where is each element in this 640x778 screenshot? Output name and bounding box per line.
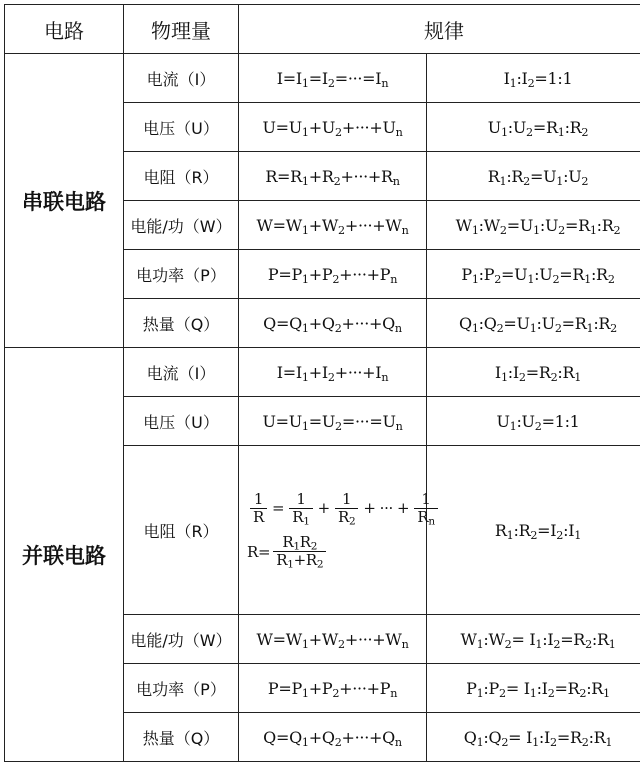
rule-cell: $Q_1:Q_2=$ $I_1:I_2=R_2:R_1$ bbox=[427, 713, 640, 762]
rule-cell: $Q_1:Q_2=U_1:U_2=R_1:R_2$ bbox=[427, 299, 640, 348]
fraction: $\frac{1}{R}$ bbox=[250, 491, 267, 527]
quantity-cell: 热量（Q） bbox=[124, 299, 239, 348]
formula-cell: $Q=Q_1+Q_2+\cdot\cdot\cdot+Q_n$ bbox=[239, 299, 427, 348]
formula-cell: $P=P_1+P_2+\cdot\cdot\cdot+P_n$ bbox=[239, 250, 427, 299]
rule-cell: $U_1:U_2=R_1:R_2$ bbox=[427, 103, 640, 152]
formula-cell: $W=W_1+W_2+\cdot\cdot\cdot+W_n$ bbox=[239, 201, 427, 250]
formula-cell: $I=I_1+I_2+\cdot\cdot\cdot+I_n$ bbox=[239, 348, 427, 397]
rule-cell: $I_1:I_2=R_2:R_1$ bbox=[427, 348, 640, 397]
formula-cell: $W=W_1+W_2+\cdot\cdot\cdot+W_n$ bbox=[239, 615, 427, 664]
quantity-cell: 电流（I） bbox=[124, 348, 239, 397]
formula-cell: $U=U_1=U_2=\cdot\cdot\cdot=U_n$ bbox=[239, 397, 427, 446]
formula-cell: $U=U_1+U_2+\cdot\cdot\cdot+U_n$ bbox=[239, 103, 427, 152]
quantity-cell: 电压（U） bbox=[124, 397, 239, 446]
fraction: $\frac{1}{R_n}$ bbox=[414, 491, 437, 527]
header-circuit: 电路 bbox=[5, 5, 124, 54]
rule-cell: $P_1:P_2=$ $I_1:I_2=R_2:R_1$ bbox=[427, 664, 640, 713]
fraction: $\frac{1}{R_2}$ bbox=[335, 491, 358, 527]
table-row bbox=[5, 54, 640, 103]
rule-cell: $U_1:U_2=1:1$ bbox=[427, 397, 640, 446]
group-label-parallel: 并联电路 bbox=[5, 348, 124, 762]
formula-cell: $R=R_1+R_2+\cdot\cdot\cdot+R_n$ bbox=[239, 152, 427, 201]
reciprocal-sum-formula: $\frac{1}{R}$ = $\frac{1}{R_1}$ + $\frac{1}{R_2}$ + ··· + $\frac{1}{R_n}$ bbox=[247, 491, 426, 527]
quantity-cell: 电能/功（W） bbox=[124, 201, 239, 250]
group-label-series: 串联电路 bbox=[5, 54, 124, 348]
rule-cell: $P_1:P_2=U_1:U_2=R_1:R_2$ bbox=[427, 250, 640, 299]
header-quantity: 物理量 bbox=[124, 5, 239, 54]
rule-cell: $R_1:R_2=U_1:U_2$ bbox=[427, 152, 640, 201]
rule-cell: $W_1:W_2=$ $I_1:I_2=R_2:R_1$ bbox=[427, 615, 640, 664]
quantity-cell: 电阻（R） bbox=[124, 152, 239, 201]
quantity-cell: 电功率（P） bbox=[124, 664, 239, 713]
quantity-cell: 电阻（R） bbox=[124, 446, 239, 615]
formula-cell: $Q=Q_1+Q_2+\cdot\cdot\cdot+Q_n$ bbox=[239, 713, 427, 762]
circuit-rules-table bbox=[4, 4, 640, 762]
table-row bbox=[5, 348, 640, 397]
quantity-cell: 热量（Q） bbox=[124, 713, 239, 762]
rule-cell: $W_1:W_2=U_1:U_2=R_1:R_2$ bbox=[427, 201, 640, 250]
rule-cell: $R_1:R_2=I_2:I_1$ bbox=[427, 446, 640, 615]
product-over-sum-formula: R= $\frac{R_1R_2}{R_1+R_2}$ bbox=[247, 534, 426, 570]
formula-cell: $P=P_1+P_2+\cdot\cdot\cdot+P_n$ bbox=[239, 664, 427, 713]
fraction: $\frac{1}{R_1}$ bbox=[289, 491, 312, 527]
quantity-cell: 电流（I） bbox=[124, 54, 239, 103]
quantity-cell: 电压（U） bbox=[124, 103, 239, 152]
quantity-cell: 电能/功（W） bbox=[124, 615, 239, 664]
quantity-cell: 电功率（P） bbox=[124, 250, 239, 299]
rule-cell: $I_1:I_2=1:1$ bbox=[427, 54, 640, 103]
formula-cell: $I=I_1=I_2=\cdot\cdot\cdot=I_n$ bbox=[239, 54, 427, 103]
resistance-fraction-formula bbox=[239, 446, 435, 615]
header-rule: 规律 bbox=[239, 5, 640, 54]
fraction: $\frac{R_1R_2}{R_1+R_2}$ bbox=[273, 534, 326, 570]
header-row bbox=[5, 5, 640, 54]
